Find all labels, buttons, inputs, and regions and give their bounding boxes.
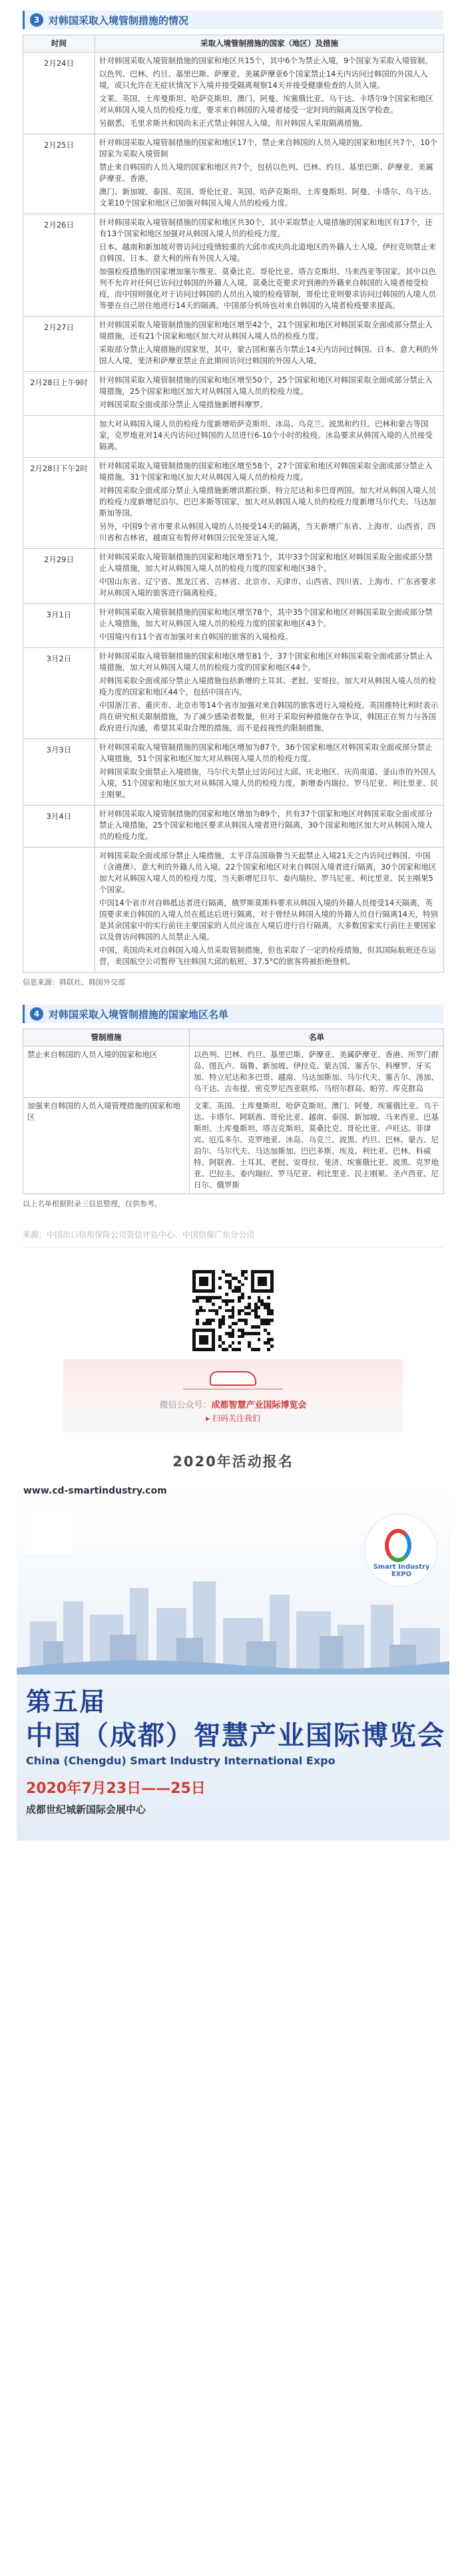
row-measures xyxy=(95,549,444,604)
measure-paragraph: 加强检疫措施的国家增加塞尔维亚、莫桑比克、哥伦比亚、塔吉克斯坦、马来西亚等国家。其中以色列不允许对任何已访问过韩国的外籍人入境。莫桑比克要求对到港的外籍来自韩国的入境者接受检疫，而中国则强化对于访问过韩国的人员出入境的检疫管制，哥伦比亚则要求访问过韩国的入境人员等要在自己居住地进行14天的隔离。中国部分机场也对来自韩国的入境者检疫要求提高。 xyxy=(99,267,436,310)
qr-module xyxy=(270,1289,274,1293)
section4-title-bar xyxy=(23,1005,443,1023)
measure-paragraph: 日本、越南和新加坡对曾访问过疫情较重的大邱市或庆尚北道地区的外籍人士入境。伊拉克则禁止来自韩国、日本、意大利的所有外国人入境。 xyxy=(99,242,436,263)
row-date: 3月2日 xyxy=(23,648,95,739)
measure-paragraph: 文莱、英国、土库曼斯坦、哈萨克斯坦、澳门、阿曼、埃塞俄比亚、乌干达、卡塔尔9个国家和地区对从韩国入境人员的检疫力度，要求来自韩国的入境者接受一定时间的隔离及医学检查。 xyxy=(99,94,433,114)
qr-module xyxy=(218,1325,222,1329)
measure-paragraph: 中国，英国尚未对自韩国入境人员采取管制措施，但也采取了一定的检疫措施，但其国际航班还在运营，美国航空公司暂停飞往韩国大邱的航班。37.5°C的旅客将被拒绝登机。 xyxy=(99,945,436,966)
row-measures xyxy=(95,53,444,134)
qr-module xyxy=(232,1299,235,1303)
section4-note xyxy=(23,1198,443,1209)
qr-module xyxy=(206,1283,209,1287)
qr-module xyxy=(218,1277,222,1280)
korea-entry-measures-table xyxy=(23,35,444,973)
measure-paragraph: 另据悉，毛里求斯共和国尚未正式禁止韩国人入境，但对韩国人采取隔离措施。 xyxy=(99,118,367,128)
table-row xyxy=(23,806,444,848)
poster-venue: 成都世纪城新国际会展中心 xyxy=(26,1804,146,1816)
qr-module xyxy=(238,1341,241,1345)
measure-paragraph: 针对韩国采取入境管制措施的国家和地区增至42个，21个国家和地区对韩国采取全面或部分禁止入境措施，还有21个国家和地区加大对从韩国入境人员的检疫力度。 xyxy=(99,320,433,341)
qr-module xyxy=(208,1322,212,1325)
table-row xyxy=(23,134,444,214)
section4-number-badge: 4 xyxy=(30,1007,43,1021)
qr-module xyxy=(258,1338,261,1341)
row-date: 2月28日下午2时 xyxy=(23,458,95,549)
qr-module xyxy=(25,1840,27,1841)
measure-paragraph: 采取部分禁止入境措施的国家里，其中，蒙古国和塞舌尔禁止14天内访问过韩国、日本、意大利的外国人入境，斐济和萨摩亚禁止在此期间访问过韩国的外国人入境。 xyxy=(99,345,439,365)
qr-module xyxy=(225,1348,228,1351)
measure-paragraph: 另外，中国9个省市要求从韩国入境的人员接受14天的隔离，当天新增广东省、上海市、山西省、四川省和吉林省，越南宣布暂停对韩国公民免签证入境。 xyxy=(99,522,435,542)
row-country-list: 文莱、英国、土库曼斯坦、哈萨克斯坦、澳门、阿曼、埃塞俄比亚、乌干达、卡塔尔、阿联酋、哥伦比亚、越南、泰国、新加坡、马来西亚、巴基斯坦、土库曼斯坦、塔吉克斯坦、莫桑比克、哥伦比亚、卢旺达、菲律宾、厄瓜多尔、克罗地亚、冰岛、乌克兰、波黑、约旦、巴林、蒙古、尼泊尔、马尔代夫、马达加斯加、巴巴多斯、埃及、利比亚、巴林、科威特、阿联酋、土耳其、老挝、安哥拉、斐济、埃塞俄比亚、波黑、克罗地亚、巴拉圭、委内瑞拉、罗马尼亚、利比里亚、民主刚果、圣卢西亚、尼日尔、俄罗斯 xyxy=(190,1098,444,1194)
source-line xyxy=(23,1229,443,1240)
qr-module xyxy=(244,1277,248,1280)
korea-country-list-table xyxy=(23,1029,444,1194)
qr-module xyxy=(222,1322,225,1325)
table-row xyxy=(23,739,444,806)
qr-module xyxy=(248,1296,251,1299)
qr-module xyxy=(218,1286,222,1289)
row-date: 2月29日 xyxy=(23,549,95,604)
table-row xyxy=(23,1098,444,1194)
qr-module xyxy=(270,1345,274,1348)
qr-module xyxy=(248,1312,251,1315)
row-date: 3月1日 xyxy=(23,604,95,648)
section3-source-note xyxy=(23,977,443,987)
poster-edition: 第五届 xyxy=(26,1687,107,1716)
table-row xyxy=(23,549,444,604)
scan-icon: ▸ xyxy=(206,1414,212,1423)
row-measure: 禁止来自韩国的人员入境的国家和地区 xyxy=(23,1046,190,1098)
row-measures xyxy=(95,648,444,739)
qr-module xyxy=(270,1319,274,1322)
qr-module xyxy=(258,1325,261,1329)
qr-module xyxy=(241,1283,244,1287)
row-measures xyxy=(95,806,444,848)
qr-module xyxy=(232,1335,235,1339)
row-measures xyxy=(95,372,444,416)
row-date xyxy=(23,848,95,973)
table-row xyxy=(23,372,444,416)
poster-qr-code[interactable] xyxy=(25,1506,73,1553)
qr-module xyxy=(238,1312,241,1315)
poster-date: 2020年7月23日——25日 xyxy=(26,1780,206,1797)
qr-module xyxy=(225,1303,228,1306)
measure-paragraph: 针对韩国采取入境管制措施的国家和地区增至50个，25个国家和地区对韩国采取全面或部分禁止入境措施，25个国家和地区加大对从韩国入境人员的检疫力度。 xyxy=(99,375,433,396)
qr-module xyxy=(202,1309,206,1313)
qr-banner xyxy=(63,1359,403,1432)
qr-module xyxy=(244,1322,248,1325)
qr-module xyxy=(206,1341,209,1345)
measure-paragraph: 对韩国采取全面或部分禁止入境措施包括新增的土耳其、老挝、安哥拉。加大对从韩国入境人员的检疫力度的国家和地区44个，包括中国在内。 xyxy=(99,676,436,697)
measure-paragraph: 针对韩国采取入境管制措施的国家和地区17个，禁止来自韩国的人员入境的国家和地区共7个，10个国家为采取入境管制 xyxy=(99,138,438,158)
qr-module xyxy=(215,1312,218,1315)
qr-module xyxy=(270,1338,274,1341)
qr-module xyxy=(238,1348,241,1351)
measure-paragraph: 以色列、巴林、约旦、基里巴斯、萨摩亚、美属萨摩亚6个国家禁止14天内访问过韩国的外国人入境，或只允许在无症状情况下入境并接受隔离观察14天并接受健康检查的人员入境。 xyxy=(99,69,428,90)
measure-paragraph: 针对韩国采取入境管制措施的国家和地区增至81个，37个国家和地区对韩国采取全面或部分禁止入境措施，加大对从韩国入境人员的检疫力度的国家和地区44个。 xyxy=(99,651,433,672)
col-header-control-measure: 管制措施 xyxy=(23,1029,190,1046)
table-body xyxy=(23,1046,444,1194)
qr-module xyxy=(241,1335,244,1339)
qr-module xyxy=(196,1312,199,1315)
qr-module xyxy=(238,1299,241,1303)
section3-title: 对韩国采取入境管制措施的情况 xyxy=(49,14,189,27)
col-header-list: 名单 xyxy=(190,1029,444,1046)
qr-module xyxy=(222,1341,225,1345)
table-row xyxy=(23,604,444,648)
table-header-row xyxy=(23,35,444,53)
row-country-list: 以色列、巴林、约旦、基里巴斯、萨摩亚、美属萨摩亚、香港、所罗门群岛、图瓦卢、瑙鲁、新加坡、伊拉克、蒙古国、塞舌尔、科摩罗、牙买加、特立尼达和多巴哥、越南、马达加斯加、马尔代夫、塞舌尔、汤加、乌干达、吉布提、密克罗尼西亚联邦、马绍尔群岛、帕劳、库克群岛 xyxy=(190,1046,444,1098)
scan-follow-text: 扫码关注我们 xyxy=(212,1414,260,1423)
qr-block xyxy=(0,1267,466,1432)
qr-module xyxy=(225,1293,228,1296)
row-date: 2月25日 xyxy=(23,134,95,214)
qr-module xyxy=(258,1306,261,1309)
qr-module xyxy=(258,1348,261,1351)
row-measures xyxy=(95,134,444,214)
row-measures xyxy=(95,604,444,648)
measure-paragraph: 对韩国采取全面禁止入境措施，马尔代夫禁止过访问过大邱、庆北地区、庆尚南道、釜山市的外国人入境，51个国家和地区加大对从韩国入境人员的检疫力度，新增委内瑞拉、罗马尼亚、利比里亚、民主刚果。 xyxy=(99,767,439,799)
wechat-qr-code[interactable] xyxy=(190,1267,276,1354)
qr-module xyxy=(196,1322,199,1325)
table-row xyxy=(23,648,444,739)
qr-module xyxy=(196,1299,199,1303)
table-row xyxy=(23,1046,444,1098)
section3-number-badge: 3 xyxy=(30,13,43,27)
measure-paragraph: 对韩国采取全面或部分禁止入境措施，太平洋岛国瑙鲁当天起禁止入境21天之内访问过韩国、中国（含港澳）、意大利的外籍人员入境。22个国家和地区对来自韩国入境者进行隔离，30个国家和地区加大对从韩国入境人员的检疫力度，当天新增尼日尔、委内瑞拉、罗马尼亚、利比里亚、民主刚果5个国家。 xyxy=(99,851,437,894)
wechat-account-name: 成都智慧产业国际博览会 xyxy=(211,1400,307,1410)
measure-paragraph: 澳门、新加坡、泰国、英国、哥伦比亚、英国、哈萨克斯坦、土库曼斯坦、阿曼、卡塔尔、乌干达、文莱10个国家和地区已加强对韩国入境人员的检疫力度。 xyxy=(99,187,436,208)
row-measures xyxy=(95,317,444,372)
qr-module xyxy=(267,1348,270,1351)
measure-paragraph: 禁止来自韩国的人员入境的国家和地区共7个，包括以色列、巴林、约旦、基里巴斯、萨摩亚、美属萨摩亚、香港。 xyxy=(99,162,433,183)
wechat-account-line xyxy=(63,1398,403,1410)
measure-paragraph: 中国浙江省、重庆市、北京市等14个省市加强对来自韩国的旅客进行入境检疫。英国推特比利时表示尚在研究相关限制措施，为了减少感染者数量，但对于采取何种措施存在争议，韩国正在努力与各国政府进行沟通，希望其采取合理的措施，而不是歧视性的限制措施。 xyxy=(99,701,439,732)
qr-module xyxy=(244,1270,248,1273)
qr-module xyxy=(267,1322,270,1325)
table-row xyxy=(23,214,444,317)
row-date: 3月4日 xyxy=(23,806,95,848)
measure-paragraph: 针对韩国采取入境管制措施的国家和地区增加为87个，36个国家和地区对韩国采取全面或部分禁止入境措施，51个国家和地区加大对从韩国入境人员的检疫力度。 xyxy=(99,742,433,763)
qr-module xyxy=(212,1348,215,1351)
expo-poster[interactable] xyxy=(17,1482,449,1841)
section3-note-text: 信息来源：韩联社、韩国外交部 xyxy=(23,978,125,987)
poster-title-en: China (Chengdu) Smart Industry International Expo xyxy=(26,1754,336,1767)
qr-module xyxy=(212,1303,215,1306)
table-row xyxy=(23,53,444,134)
qr-module xyxy=(234,1322,238,1325)
row-measures xyxy=(95,214,444,317)
table-row xyxy=(23,848,444,973)
poster-title: 中国（成都）智慧产业国际博览会 xyxy=(26,1720,445,1751)
qr-module xyxy=(212,1289,215,1293)
measure-paragraph: 对韩国采取全面或部分禁止入境措施新增科摩罗。 xyxy=(99,400,268,409)
measure-paragraph: 中国境内有11个省市加强对来自韩国的旅客的入境检疫。 xyxy=(99,632,293,641)
qr-module xyxy=(218,1306,222,1309)
expo-url[interactable]: www.cd-smartindustry.com xyxy=(23,1486,167,1496)
qr-module xyxy=(212,1319,215,1322)
measure-paragraph: 针对韩国采取入境管制措施的国家和地区共15个，其中6个为禁止入境，9个国家为采取入境管制。 xyxy=(99,56,433,65)
col-header-measure: 采取入境管制措施的国家（地区）及措施 xyxy=(95,35,444,53)
row-date: 2月26日 xyxy=(23,214,95,317)
measure-paragraph: 针对韩国采取入境管制措施的国家和地区增至58个，27个国家和地区对韩国采取全面或部分禁止入境措施，31个国家和地区加大对从韩国入境人员的检疫力度。 xyxy=(99,461,433,482)
qr-module xyxy=(267,1332,270,1335)
table-row xyxy=(23,317,444,372)
measure-paragraph: 针对韩国采取入境管制措施的国家和地区共30个，其中采取禁止入境措施的国家和地区有17个，还有13个国家和地区加强对从韩国入境人员的检疫力度。 xyxy=(99,218,433,238)
row-measures xyxy=(95,416,444,458)
measure-paragraph: 针对韩国采取入境管制措施的国家和地区增至78个，其中35个国家和地区对韩国采取全面或部分禁止入境措施，加大对从韩国入境人员的检疫力度的国家和地区43个。 xyxy=(99,607,433,628)
measure-paragraph: 加大对从韩国入境人员的检疫力度新增哈萨克斯坦、冰岛、乌克兰、波黑和约旦。巴林和蒙古等国家，克罗地亚对14天内访问过韩国的人员进行6-10个小时的检疫。冰岛要求从韩国入境的人员接受隔离。 xyxy=(99,419,433,451)
row-date xyxy=(23,416,95,458)
qr-module xyxy=(267,1296,270,1299)
row-date: 2月27日 xyxy=(23,317,95,372)
row-date: 3月3日 xyxy=(23,739,95,806)
measure-paragraph: 对韩国采取全面或部分禁止入境措施新增洪都拉斯、特立尼达和多巴哥两国。加大对从韩国入境人员的检疫力度新增尼泊尔、巴巴多斯等国家，加大对从韩国入境人员的检疫力度新增马尔代夫、马达加斯加等国。 xyxy=(99,486,436,518)
measure-paragraph: 针对韩国采取入境管制措施的国家和地区增至71个，其中33个国家和地区对韩国采取全面或部分禁止入境措施，加大对从韩国入境人员的检疫力度的国家和地区38个。 xyxy=(99,552,433,573)
section4-note-text: 以上名单根据附录三信息整理，仅供参考。 xyxy=(23,1200,162,1208)
row-measures xyxy=(95,458,444,549)
track-decoration xyxy=(183,1388,283,1390)
qr-module xyxy=(241,1296,244,1299)
measure-paragraph: 中国14个省市对自韩抵达者进行隔离，俄罗斯莫斯科要求从韩国入境的外籍人员接受14天隔离，英国要求来自韩国的入境人员在抵达后进行隔离，对于曾经从韩国入境的外籍人员自行隔离14天，特别是其余国家中的实行前往主要国家的人员应该在入境后进行自行隔离，大多数国家实行前往主要国家以及曾访问韩国的人员禁止入境。 xyxy=(99,898,439,941)
row-date: 2月24日 xyxy=(23,53,95,134)
measure-paragraph: 中国山东省、辽宁省、黑龙江省、吉林省、北京市、天津市、山西省、四川省、上海市、广东省要求对从韩国入境的旅客进行隔离检疫。 xyxy=(99,577,436,597)
table-row xyxy=(23,458,444,549)
section4-title: 对韩国采取入境管制措施的国家地区名单 xyxy=(49,1008,229,1021)
scan-follow-line xyxy=(63,1412,403,1424)
table-row xyxy=(23,416,444,458)
registration-title: 2020年活动报名 xyxy=(172,1454,294,1470)
col-header-date: 时间 xyxy=(23,35,95,53)
wechat-prefix: 微信公众号： xyxy=(159,1400,212,1410)
section3-title-bar xyxy=(23,11,443,29)
qr-module xyxy=(232,1341,235,1345)
measure-paragraph: 针对韩国采取入境管制措施的国家和地区增加为89个，共有37个国家和地区对韩国采取全面或部分禁止入境措施，25个国家和地区要求从韩国入境者进行隔离，30个国家和地区加大对从韩国入境人员的检疫力度。 xyxy=(99,809,433,841)
qr-module xyxy=(264,1283,267,1287)
row-measure: 加强来自韩国的人员入境管理措施的国家和地区 xyxy=(23,1098,190,1194)
train-icon xyxy=(210,1371,256,1386)
row-date: 2月28日上午9时 xyxy=(23,372,95,416)
table-header-row xyxy=(23,1029,444,1046)
qr-module xyxy=(258,1332,261,1335)
qr-module xyxy=(232,1315,235,1319)
qr-module xyxy=(270,1312,274,1315)
city-skyline-illustration xyxy=(17,1561,449,1675)
table-body xyxy=(23,53,444,973)
row-measures xyxy=(95,739,444,806)
logo-text: Smart Industry EXPO xyxy=(373,1563,430,1578)
logo-swirl-icon xyxy=(385,1529,411,1562)
source-text: 来源：中国出口信用保险公司资信评估中心、中国信保广东分公司 xyxy=(23,1230,255,1239)
row-measures xyxy=(95,848,444,973)
